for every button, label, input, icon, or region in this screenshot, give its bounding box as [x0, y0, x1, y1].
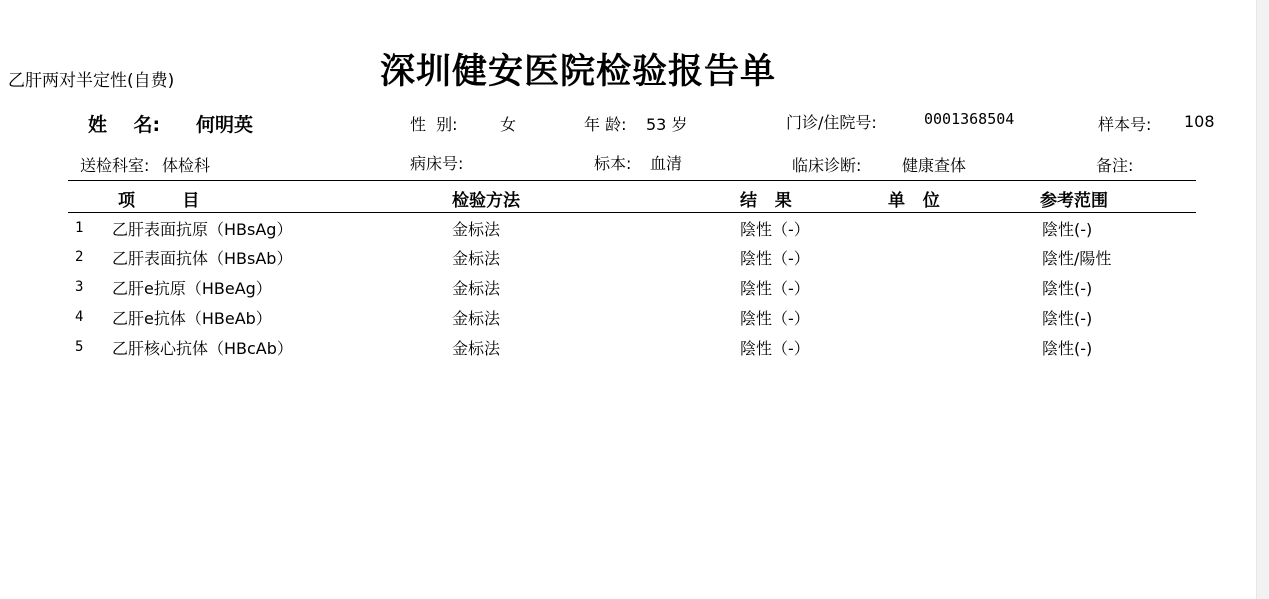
sample-number: 108 — [1184, 112, 1215, 131]
row-reference: 陰性(-) — [1042, 279, 1093, 298]
row-result: 陰性（-） — [740, 220, 810, 239]
row-result: 陰性（-） — [740, 339, 810, 358]
row-index: 5 — [75, 339, 84, 355]
row-result: 陰性（-） — [740, 309, 810, 328]
clinic-label: 门诊/住院号: — [786, 113, 877, 132]
patient-name: 何明英 — [196, 114, 254, 136]
remark-label: 备注: — [1096, 156, 1134, 175]
row-result: 陰性（-） — [740, 249, 810, 268]
row-reference: 陰性(-) — [1042, 339, 1093, 358]
row-item: 乙肝核心抗体（HBcAb） — [112, 339, 293, 358]
header-result: 结 果 — [740, 191, 792, 211]
patient-sex: 女 — [500, 115, 517, 134]
row-reference: 陰性(-) — [1042, 220, 1093, 239]
name-label: 姓 名: — [88, 114, 161, 136]
row-reference: 陰性/陽性 — [1042, 249, 1112, 268]
row-method: 金标法 — [452, 220, 501, 239]
diagnosis-value: 健康查体 — [902, 156, 967, 175]
dept-value: 体检科 — [162, 156, 211, 175]
sex-label: 性 别: — [410, 115, 458, 134]
specimen-value: 血清 — [650, 154, 683, 173]
row-result: 陰性（-） — [740, 279, 810, 298]
row-item: 乙肝e抗原（HBeAg） — [112, 279, 272, 298]
age-label: 年 龄: — [584, 115, 627, 134]
row-index: 2 — [75, 249, 84, 265]
row-method: 金标法 — [452, 309, 501, 328]
bed-label: 病床号: — [410, 154, 464, 173]
table-header-rule — [68, 212, 1196, 213]
header-item: 项 目 — [118, 191, 200, 211]
sample-label: 样本号: — [1098, 115, 1152, 134]
row-item: 乙肝表面抗原（HBsAg） — [112, 220, 293, 239]
specimen-label: 标本: — [594, 154, 632, 173]
row-index: 3 — [75, 279, 84, 295]
row-method: 金标法 — [452, 339, 501, 358]
report-title: 深圳健安医院检验报告单 — [380, 51, 777, 92]
test-name: 乙肝两对半定性(自费) — [8, 71, 175, 91]
row-item: 乙肝e抗体（HBeAb） — [112, 309, 272, 328]
diagnosis-label: 临床诊断: — [792, 156, 862, 175]
row-index: 1 — [75, 220, 84, 236]
dept-label: 送检科室: — [80, 156, 150, 175]
clinic-number: 0001368504 — [924, 110, 1015, 128]
header-unit: 单 位 — [888, 191, 940, 211]
row-index: 4 — [75, 309, 84, 325]
patient-age: 53 岁 — [646, 115, 688, 134]
vertical-scrollbar[interactable] — [1256, 0, 1269, 599]
row-item: 乙肝表面抗体（HBsAb） — [112, 249, 293, 268]
row-method: 金标法 — [452, 249, 501, 268]
header-method: 检验方法 — [452, 191, 520, 211]
header-reference: 参考范围 — [1040, 191, 1108, 211]
table-top-rule — [68, 180, 1196, 181]
row-method: 金标法 — [452, 279, 501, 298]
row-reference: 陰性(-) — [1042, 309, 1093, 328]
